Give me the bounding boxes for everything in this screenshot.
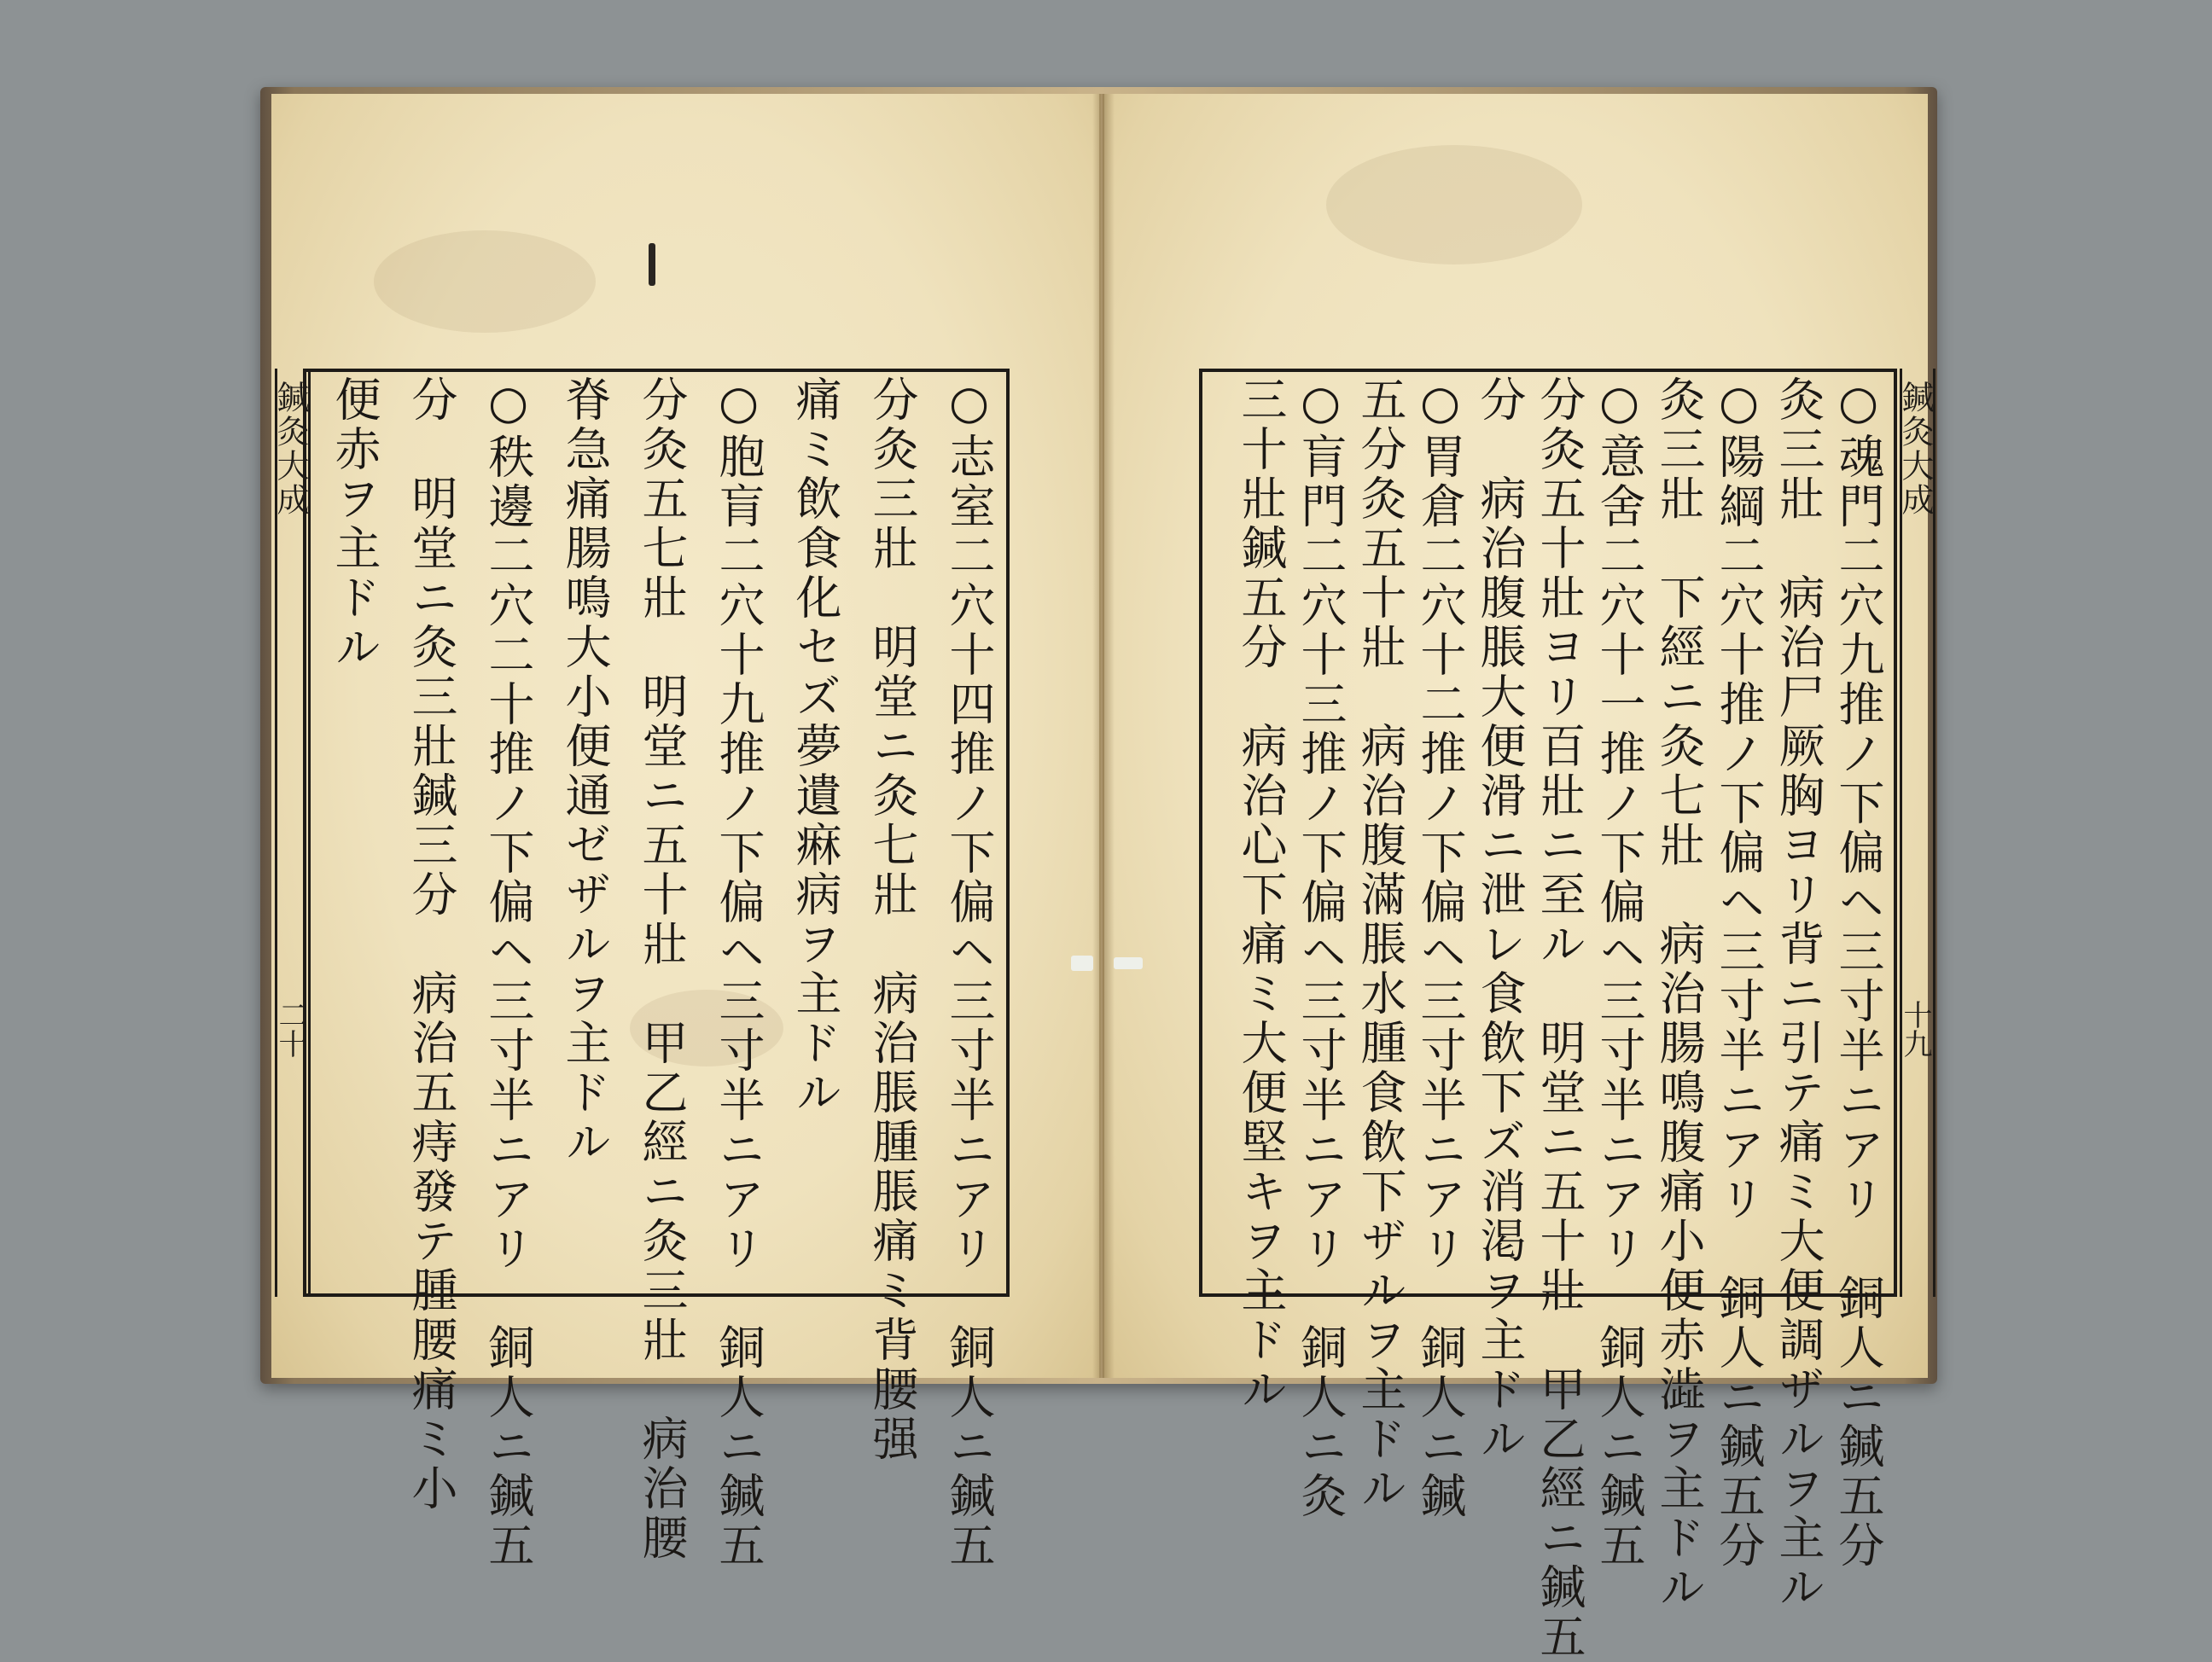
text-column: ○陽綱二穴十推ノ下偏ヘ三寸半ニアリ 銅人ニ鍼五分 [1712,375,1766,1571]
hanshin-title: 鍼灸大成 [271,381,309,517]
text-column: ○胞肓二穴十九推ノ下偏ヘ三寸半ニアリ 銅人ニ鍼五 [712,375,765,1571]
book-gutter [1092,94,1115,1378]
hanshin-title: 鍼灸大成 [1896,381,1934,517]
paper-damage [1114,957,1143,969]
text-column: ○秩邊二穴二十推ノ下偏ヘ三寸半ニアリ 銅人ニ鍼五 [481,375,535,1571]
paper-damage [1071,956,1093,971]
paper-stain [1326,145,1582,264]
page-number: 二十 [273,1000,307,1058]
text-column: 分灸五十壯ヨリ百壯ニ至ル 明堂ニ五十壯 甲乙經ニ鍼五 [1533,375,1586,1662]
text-column: ○肓門二穴十三推ノ下偏ヘ三寸半ニアリ 銅人ニ灸 [1294,375,1348,1521]
text-column: ○魂門二穴九推ノ下偏ヘ三寸半ニアリ 銅人ニ鍼五分 [1831,375,1885,1571]
text-column: 脊急痛腸鳴大小便通ゼザルヲ主ドル [558,375,612,1167]
text-column: 便赤ヲ主ドル [328,375,381,672]
text-column: 三十壯鍼五分 病治心下痛ミ大便堅キヲ主ドル [1234,375,1288,1415]
text-column: 分 明堂ニ灸三壯鍼三分 病治五痔發テ腫腰痛ミ小 [405,375,458,1514]
text-column: 灸三壯 下經ニ灸七壯 病治腸鳴腹痛小便赤澁ヲ主ドル [1652,375,1706,1613]
ink-mark [649,243,655,286]
text-column: 灸三壯 病治尸厥胸ヨリ背ニ引テ痛ミ大便調ザルヲ主ル [1772,375,1825,1613]
right-center-strip [1896,369,1934,1297]
text-column: ○意舍二穴十一推ノ下偏ヘ三寸半ニアリ 銅人ニ鍼五 [1592,375,1646,1571]
text-column: 分灸五七壯 明堂ニ五十壯 甲乙經ニ灸三壯 病治腰 [635,375,689,1563]
text-column: 痛ミ飲食化セズ夢遺痳病ヲ主ドル [789,375,842,1118]
paper-stain [374,230,596,333]
text-column: ○胃倉二穴十二推ノ下偏ヘ三寸半ニアリ 銅人ニ鍼 [1413,375,1467,1521]
text-column: 分灸三壯 明堂ニ灸七壯 病治脹腫脹痛ミ背腰强 [865,375,919,1464]
text-column: ○志室二穴十四推ノ下偏ヘ三寸半ニアリ 銅人ニ鍼五 [942,375,996,1571]
text-column: 五分灸五十壯 病治腹滿脹水腫食飲下ザルヲ主ドル [1353,375,1407,1514]
text-column: 分 病治腹脹大便滑ニ泄レ食飲下ズ消渇ヲ主ドル [1473,375,1527,1464]
page-number: 十九 [1898,1000,1932,1058]
left-center-strip [271,369,309,1297]
